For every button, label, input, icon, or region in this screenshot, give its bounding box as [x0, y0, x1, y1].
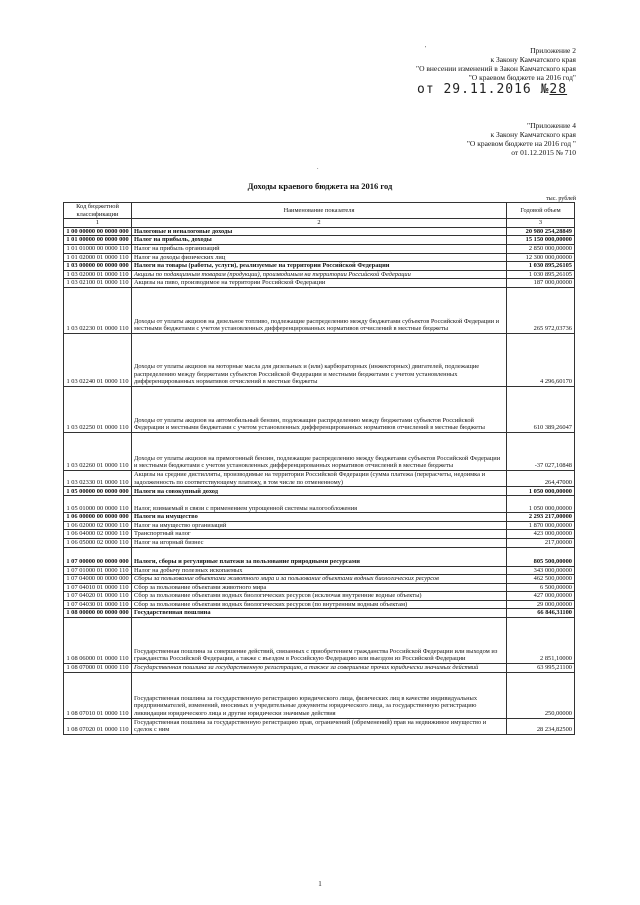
row-amount: 1 870 000,00000 — [507, 521, 575, 530]
row-name: Акцизы на пиво, производимое на территории Российской Федерации — [132, 279, 507, 288]
row-name: Доходы от уплаты акцизов на дизельное топливо, подлежащие распределению между бюджетами субъектов Российской Федерации и местными бюджетами с учетом установленных дифференцированных нормативов отчислений в местные бюджеты — [132, 287, 507, 333]
row-code: 1 03 02240 01 0000 110 — [64, 333, 132, 386]
annex-4-line-1: "Приложение 4 — [527, 121, 576, 130]
row-amount: 1 050 000,00000 — [507, 487, 575, 496]
revenue-table — [63, 202, 575, 735]
page-number: 1 — [318, 880, 322, 888]
row-code: 1 06 00000 00 0000 000 — [64, 513, 132, 522]
table-row — [64, 575, 575, 584]
annex-2-line-4: "О краевом бюджете на 2016 год" — [468, 73, 576, 82]
row-code: 1 03 02100 01 0000 110 — [64, 279, 132, 288]
table-row — [64, 333, 575, 386]
row-amount: 423 000,00000 — [507, 530, 575, 539]
annex-4-header — [467, 121, 576, 157]
row-name: Сбор за пользование объектами водных биологических ресурсов (исключая внутренние водные объекты) — [132, 592, 507, 601]
row-amount: 12 300 000,00000 — [507, 253, 575, 262]
row-code: 1 01 02000 01 0000 110 — [64, 253, 132, 262]
col-number-3: 3 — [507, 219, 575, 228]
row-code: 1 08 06000 01 0000 110 — [64, 618, 132, 664]
row-name: Государственная пошлина за государственную регистрацию прав, ограничений (обременений) прав на недвижимое имущество и сделок с ним — [132, 718, 507, 734]
row-name: Сборы за пользование объектами животного мира и за пользование объектами водных биологических ресурсов — [132, 575, 507, 584]
table-row — [64, 521, 575, 530]
row-amount: 187 000,00000 — [507, 279, 575, 288]
annex-2-line-1: Приложение 2 — [530, 46, 576, 55]
stamp-number: 28 — [549, 82, 568, 97]
table-row — [64, 618, 575, 664]
annex-2-header — [416, 46, 576, 82]
table-row — [64, 609, 575, 618]
row-code: 1 07 00000 00 0000 000 — [64, 547, 132, 566]
table-row — [64, 279, 575, 288]
row-code: 1 05 01000 00 0000 110 — [64, 496, 132, 513]
row-code: 1 06 05000 02 0000 110 — [64, 538, 132, 547]
annex-4-line-2: к Закону Камчатского края — [490, 130, 576, 139]
document-title: Доходы краевого бюджета на 2016 год — [247, 181, 393, 191]
header-amount: Годовой объем — [507, 203, 575, 219]
row-name: Налоговые и неналоговые доходы — [132, 227, 507, 236]
table-row — [64, 538, 575, 547]
row-amount: 2 293 217,00000 — [507, 513, 575, 522]
table-body — [64, 227, 575, 734]
row-name: Налоги на имущество — [132, 513, 507, 522]
annex-2-line-2: к Закону Камчатского края — [490, 55, 576, 64]
row-name: Налоги на совокупный доход — [132, 487, 507, 496]
row-amount: 610 389,26047 — [507, 386, 575, 432]
row-code: 1 08 00000 00 0000 000 — [64, 609, 132, 618]
row-amount: 1 050 000,00000 — [507, 496, 575, 513]
row-code: 1 03 02330 01 0000 110 — [64, 470, 132, 486]
row-amount: 2 851,10000 — [507, 618, 575, 664]
row-amount: 4 296,60170 — [507, 333, 575, 386]
annex-4-line-4: от 01.12.2015 № 710 — [511, 148, 576, 157]
table-row — [64, 496, 575, 513]
table-header-row — [64, 203, 575, 219]
row-name: Транспортный налог — [132, 530, 507, 539]
row-name: Государственная пошлина за государственную регистрацию юридического лица, физических лиц в качестве индивидуальных предпринимателей, изменений, вносимых в учредительные документы юридического лица, за государственную регистрацию ликвидации юридического лица и другие юридически значимые действия — [132, 672, 507, 718]
row-name: Налог, взимаемый в связи с применением упрощенной системы налогообложения — [132, 496, 507, 513]
col-number-1: 1 — [64, 219, 132, 228]
row-amount: 1 030 895,26105 — [507, 262, 575, 271]
law-date-stamp — [417, 82, 567, 97]
dot-mark: . — [317, 165, 319, 171]
row-amount: 2 850 000,00000 — [507, 244, 575, 253]
row-code: 1 03 02230 01 0000 110 — [64, 287, 132, 333]
table-row — [64, 227, 575, 236]
row-code: 1 07 04010 01 0000 110 — [64, 583, 132, 592]
row-amount: 217,00000 — [507, 538, 575, 547]
table-row — [64, 244, 575, 253]
table-row — [64, 600, 575, 609]
row-amount: 264,47000 — [507, 470, 575, 486]
row-name: Налог на прибыль, доходы — [132, 236, 507, 245]
header-code: Код бюджетной классификации — [64, 203, 132, 219]
row-name: Акцизы на средние дистилляты, производимые на территории Российской Федерации (сумма платежа (перерасчеты, недоимка и задолженность по соответствующему платежу, в том числе по отмененному) — [132, 470, 507, 486]
row-name: Налоги на товары (работы, услуги), реализуемые на территории Российской Федерации — [132, 262, 507, 271]
table-row — [64, 262, 575, 271]
row-code: 1 05 00000 00 0000 000 — [64, 487, 132, 496]
row-amount: 462 500,00000 — [507, 575, 575, 584]
table-row — [64, 583, 575, 592]
row-name: Сбор за пользование объектами животного мира — [132, 583, 507, 592]
table-row — [64, 672, 575, 718]
stamp-prefix: от — [417, 82, 435, 97]
row-code: 1 06 02000 02 0000 110 — [64, 521, 132, 530]
row-code: 1 03 02000 01 0000 110 — [64, 270, 132, 279]
stamp-no-sign: № — [540, 82, 550, 97]
row-name: Сбор за пользование объектами водных биологических ресурсов (по внутренним водным объектам) — [132, 600, 507, 609]
table-row — [64, 470, 575, 486]
table-row — [64, 386, 575, 432]
row-amount: 265 972,03736 — [507, 287, 575, 333]
table-row — [64, 566, 575, 575]
row-amount: 63 995,21100 — [507, 664, 575, 673]
row-name: Государственная пошлина за государственную регистрацию, а также за совершение прочих юридически значимых действий — [132, 664, 507, 673]
row-name: Доходы от уплаты акцизов на автомобильный бензин, подлежащие распределению между бюджетами субъектов Российской Федерации и местными бюджетами с учетом установленных дифференцированных нормативов отчислений в местные бюджеты — [132, 386, 507, 432]
row-name: Налог на прибыль организаций — [132, 244, 507, 253]
row-code: 1 03 02250 01 0000 110 — [64, 386, 132, 432]
row-code: 1 03 02260 01 0000 110 — [64, 432, 132, 470]
mark: ' — [425, 46, 427, 52]
row-amount: 28 234,82500 — [507, 718, 575, 734]
row-amount: 1 030 895,26105 — [507, 270, 575, 279]
row-code: 1 01 00000 00 0000 000 — [64, 236, 132, 245]
table-row — [64, 592, 575, 601]
row-amount: 66 846,31100 — [507, 609, 575, 618]
table-row — [64, 718, 575, 734]
row-name: Доходы от уплаты акцизов на прямогонный бензин, подлежащие распределению между бюджетами субъектов Российской Федерации и местными бюджетами с учетом установленных дифференцированных нормативов отчислений в местные бюджеты — [132, 432, 507, 470]
table-row — [64, 547, 575, 566]
table-row — [64, 253, 575, 262]
annex-2-line-3: "О внесении изменений в Закон Камчатского края — [416, 64, 576, 73]
row-amount: 343 000,00000 — [507, 566, 575, 575]
col-number-2: 2 — [132, 219, 507, 228]
row-amount: 29 000,00000 — [507, 600, 575, 609]
row-code: 1 06 04000 02 0000 110 — [64, 530, 132, 539]
table-row — [64, 513, 575, 522]
units-label: тыс. рублей — [546, 196, 576, 202]
row-code: 1 00 00000 00 0000 000 — [64, 227, 132, 236]
row-name: Государственная пошлина — [132, 609, 507, 618]
row-name: Налоги, сборы и регулярные платежи за пользование природными ресурсами — [132, 547, 507, 566]
row-code: 1 01 01000 00 0000 110 — [64, 244, 132, 253]
row-name: Налог на добычу полезных ископаемых — [132, 566, 507, 575]
column-number-row — [64, 219, 575, 228]
row-name: Акцизы по подакцизным товарам (продукции), производимым на территории Российской Федерации — [132, 270, 507, 279]
row-code: 1 08 07000 01 0000 110 — [64, 664, 132, 673]
row-amount: 6 500,00000 — [507, 583, 575, 592]
table-row — [64, 664, 575, 673]
row-amount: 805 500,00000 — [507, 547, 575, 566]
table-row — [64, 270, 575, 279]
row-name: Налог на доходы физических лиц — [132, 253, 507, 262]
row-code: 1 07 04000 00 0000 000 — [64, 575, 132, 584]
row-amount: 427 000,00000 — [507, 592, 575, 601]
row-name: Государственная пошлина за совершение действий, связанных с приобретением гражданства Российской Федерации или выходом из гражданства Российской Федерации, а также с въездом в Российскую Федерацию или выездом из Российской Федерации — [132, 618, 507, 664]
header-name: Наименование показателя — [132, 203, 507, 219]
table-row — [64, 432, 575, 470]
row-amount: 15 150 000,00000 — [507, 236, 575, 245]
annex-4-line-3: "О краевом бюджете на 2016 год " — [466, 139, 576, 148]
stamp-date: 29.11.2016 — [443, 82, 532, 97]
row-name: Доходы от уплаты акцизов на моторные масла для дизельных и (или) карбюраторных (инжекторных) двигателей, подлежащие распределению между бюджетами субъектов Российской Федерации и местными бюджетами с учетом установленных дифференцированных нормативов отчислений в местные бюджеты — [132, 333, 507, 386]
row-code: 1 07 04020 01 0000 110 — [64, 592, 132, 601]
row-name: Налог на имущество организаций — [132, 521, 507, 530]
table-row — [64, 287, 575, 333]
row-code: 1 07 04030 01 0000 110 — [64, 600, 132, 609]
row-amount: 20 980 254,28849 — [507, 227, 575, 236]
row-name: Налог на игорный бизнес — [132, 538, 507, 547]
table-row — [64, 487, 575, 496]
row-amount: 250,00000 — [507, 672, 575, 718]
row-code: 1 03 00000 00 0000 000 — [64, 262, 132, 271]
row-code: 1 08 07020 01 0000 110 — [64, 718, 132, 734]
row-amount: -37 027,10848 — [507, 432, 575, 470]
row-code: 1 07 01000 01 0000 110 — [64, 566, 132, 575]
table-row — [64, 236, 575, 245]
table-row — [64, 530, 575, 539]
row-code: 1 08 07010 01 0000 110 — [64, 672, 132, 718]
